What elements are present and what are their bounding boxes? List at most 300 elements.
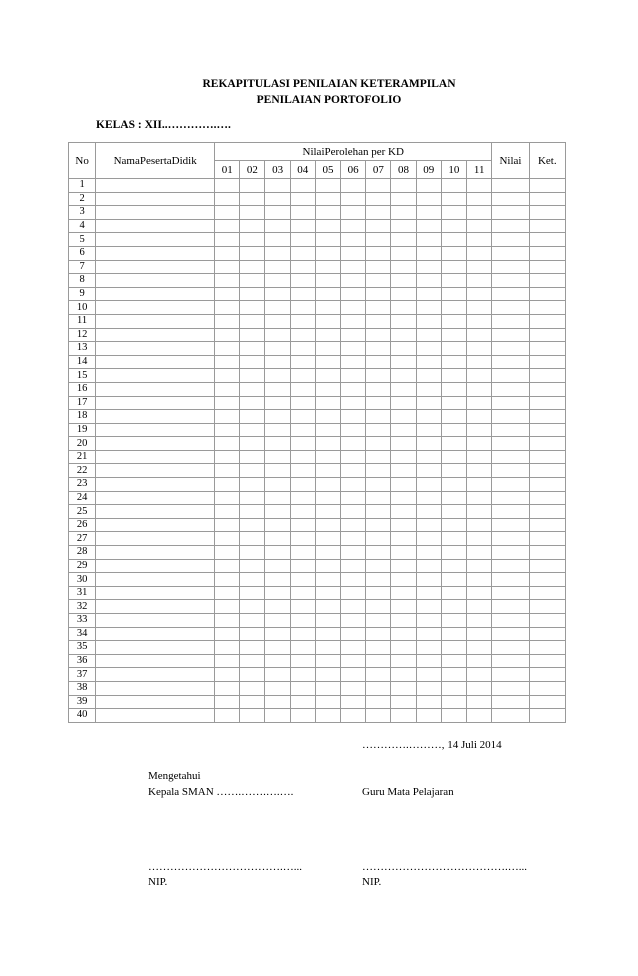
table-row xyxy=(69,695,566,709)
table-cell xyxy=(96,246,215,260)
table-cell xyxy=(441,246,466,260)
table-cell xyxy=(96,464,215,478)
table-cell xyxy=(315,559,340,573)
table-cell xyxy=(492,559,529,573)
table-cell xyxy=(492,219,529,233)
table-cell xyxy=(366,627,391,641)
table-cell xyxy=(315,206,340,220)
nip-left: NIP. xyxy=(148,876,168,888)
table-cell xyxy=(265,573,290,587)
table-cell xyxy=(240,600,265,614)
row-number: 36 xyxy=(69,654,96,668)
table-cell xyxy=(441,355,466,369)
table-cell xyxy=(391,627,416,641)
table-cell xyxy=(529,206,565,220)
table-cell xyxy=(240,328,265,342)
table-cell xyxy=(341,478,366,492)
table-cell xyxy=(290,627,315,641)
table-cell xyxy=(366,600,391,614)
table-cell xyxy=(366,464,391,478)
table-cell xyxy=(341,328,366,342)
table-cell xyxy=(265,328,290,342)
table-cell xyxy=(366,518,391,532)
table-cell xyxy=(265,600,290,614)
table-cell xyxy=(441,287,466,301)
table-row xyxy=(69,342,566,356)
table-cell xyxy=(529,478,565,492)
row-number: 35 xyxy=(69,641,96,655)
table-cell xyxy=(215,274,240,288)
table-cell xyxy=(441,450,466,464)
table-cell xyxy=(215,206,240,220)
table-cell xyxy=(492,396,529,410)
table-cell xyxy=(290,219,315,233)
table-cell xyxy=(441,681,466,695)
table-row xyxy=(69,627,566,641)
table-row xyxy=(69,369,566,383)
table-cell xyxy=(391,192,416,206)
table-cell xyxy=(466,192,491,206)
table-cell xyxy=(529,410,565,424)
table-cell xyxy=(529,328,565,342)
table-cell xyxy=(265,450,290,464)
table-cell xyxy=(466,287,491,301)
table-cell xyxy=(290,423,315,437)
table-cell xyxy=(366,423,391,437)
table-cell xyxy=(240,546,265,560)
table-cell xyxy=(215,491,240,505)
table-cell xyxy=(290,586,315,600)
table-cell xyxy=(416,314,441,328)
table-cell xyxy=(240,491,265,505)
table-cell xyxy=(215,709,240,723)
table-row xyxy=(69,206,566,220)
table-cell xyxy=(341,654,366,668)
table-cell xyxy=(315,260,340,274)
table-cell xyxy=(416,355,441,369)
table-cell xyxy=(366,396,391,410)
table-cell xyxy=(341,396,366,410)
table-cell xyxy=(315,382,340,396)
table-cell xyxy=(529,586,565,600)
table-cell xyxy=(240,260,265,274)
table-cell xyxy=(416,301,441,315)
row-number: 3 xyxy=(69,206,96,220)
row-number: 39 xyxy=(69,695,96,709)
table-cell xyxy=(466,695,491,709)
table-row xyxy=(69,491,566,505)
table-cell xyxy=(529,654,565,668)
table-cell xyxy=(341,559,366,573)
table-cell xyxy=(96,478,215,492)
table-cell xyxy=(240,410,265,424)
table-cell xyxy=(96,627,215,641)
table-cell xyxy=(416,396,441,410)
row-number: 31 xyxy=(69,586,96,600)
table-cell xyxy=(215,532,240,546)
table-cell xyxy=(466,654,491,668)
table-cell xyxy=(240,559,265,573)
table-cell xyxy=(466,573,491,587)
table-cell xyxy=(96,233,215,247)
table-cell xyxy=(265,668,290,682)
table-cell xyxy=(290,681,315,695)
row-number: 7 xyxy=(69,260,96,274)
table-cell xyxy=(290,668,315,682)
table-cell xyxy=(341,355,366,369)
table-cell xyxy=(366,614,391,628)
table-cell xyxy=(265,546,290,560)
table-row xyxy=(69,246,566,260)
row-number: 6 xyxy=(69,246,96,260)
table-cell xyxy=(315,573,340,587)
table-cell xyxy=(215,573,240,587)
table-row xyxy=(69,546,566,560)
table-cell xyxy=(96,437,215,451)
table-cell xyxy=(391,410,416,424)
table-cell xyxy=(416,423,441,437)
table-cell xyxy=(315,654,340,668)
table-cell xyxy=(315,246,340,260)
document-subtitle: PENILAIAN PORTOFOLIO xyxy=(256,94,402,106)
table-cell xyxy=(416,641,441,655)
table-cell xyxy=(341,491,366,505)
table-cell xyxy=(315,668,340,682)
table-cell xyxy=(341,219,366,233)
date-line: ………….………, 14 Juli 2014 xyxy=(362,739,502,751)
table-cell xyxy=(290,328,315,342)
table-cell xyxy=(240,709,265,723)
table-cell xyxy=(492,179,529,193)
table-cell xyxy=(96,654,215,668)
header-nama: NamaPesertaDidik xyxy=(96,143,215,179)
table-cell xyxy=(96,301,215,315)
row-number: 14 xyxy=(69,355,96,369)
table-cell xyxy=(315,233,340,247)
row-number: 13 xyxy=(69,342,96,356)
table-cell xyxy=(265,382,290,396)
table-cell xyxy=(466,614,491,628)
table-cell xyxy=(492,627,529,641)
table-cell xyxy=(391,654,416,668)
table-cell xyxy=(391,573,416,587)
table-cell xyxy=(265,491,290,505)
table-cell xyxy=(366,206,391,220)
table-cell xyxy=(466,546,491,560)
table-cell xyxy=(492,654,529,668)
row-number: 24 xyxy=(69,491,96,505)
table-cell xyxy=(441,369,466,383)
table-cell xyxy=(215,192,240,206)
table-row xyxy=(69,559,566,573)
table-cell xyxy=(391,382,416,396)
header-kd-10: 10 xyxy=(441,161,466,179)
table-cell xyxy=(366,192,391,206)
table-cell xyxy=(466,410,491,424)
table-cell xyxy=(96,355,215,369)
table-cell xyxy=(466,179,491,193)
table-cell xyxy=(529,600,565,614)
row-number: 38 xyxy=(69,681,96,695)
table-cell xyxy=(441,614,466,628)
table-cell xyxy=(215,586,240,600)
table-cell xyxy=(492,641,529,655)
table-cell xyxy=(366,695,391,709)
table-cell xyxy=(416,559,441,573)
table-cell xyxy=(96,396,215,410)
table-cell xyxy=(215,518,240,532)
table-cell xyxy=(240,355,265,369)
table-cell xyxy=(391,532,416,546)
table-cell xyxy=(315,709,340,723)
table-cell xyxy=(416,382,441,396)
table-cell xyxy=(441,586,466,600)
table-cell xyxy=(441,641,466,655)
table-cell xyxy=(492,246,529,260)
table-cell xyxy=(529,614,565,628)
table-cell xyxy=(240,301,265,315)
table-cell xyxy=(290,287,315,301)
table-cell xyxy=(441,314,466,328)
table-row xyxy=(69,654,566,668)
document-title: REKAPITULASI PENILAIAN KETERAMPILAN xyxy=(202,78,456,90)
table-cell xyxy=(416,206,441,220)
table-cell xyxy=(265,559,290,573)
table-cell xyxy=(96,450,215,464)
row-number: 29 xyxy=(69,559,96,573)
table-cell xyxy=(240,382,265,396)
table-cell xyxy=(215,355,240,369)
table-cell xyxy=(366,478,391,492)
table-cell xyxy=(96,206,215,220)
row-number: 15 xyxy=(69,369,96,383)
table-cell xyxy=(529,627,565,641)
table-cell xyxy=(265,260,290,274)
table-cell xyxy=(466,382,491,396)
table-cell xyxy=(290,546,315,560)
table-cell xyxy=(240,437,265,451)
table-row xyxy=(69,614,566,628)
table-cell xyxy=(529,641,565,655)
table-row xyxy=(69,464,566,478)
table-row xyxy=(69,681,566,695)
table-cell xyxy=(315,342,340,356)
kelas-label: KELAS : XII..………….…. xyxy=(96,119,231,131)
table-cell xyxy=(529,546,565,560)
table-cell xyxy=(529,450,565,464)
table-cell xyxy=(416,437,441,451)
table-row xyxy=(69,410,566,424)
table-cell xyxy=(290,301,315,315)
table-cell xyxy=(441,600,466,614)
table-cell xyxy=(341,600,366,614)
table-cell xyxy=(315,532,340,546)
table-cell xyxy=(290,355,315,369)
table-cell xyxy=(215,478,240,492)
table-cell xyxy=(391,396,416,410)
table-cell xyxy=(391,695,416,709)
table-cell xyxy=(366,559,391,573)
table-cell xyxy=(265,192,290,206)
table-cell xyxy=(341,641,366,655)
table-cell xyxy=(529,518,565,532)
table-cell xyxy=(529,382,565,396)
header-ket: Ket. xyxy=(529,143,565,179)
table-cell xyxy=(315,627,340,641)
row-number: 22 xyxy=(69,464,96,478)
table-cell xyxy=(240,369,265,383)
table-cell xyxy=(466,246,491,260)
row-number: 40 xyxy=(69,709,96,723)
table-cell xyxy=(96,314,215,328)
table-cell xyxy=(215,382,240,396)
table-cell xyxy=(240,192,265,206)
table-cell xyxy=(466,681,491,695)
table-cell xyxy=(416,681,441,695)
table-cell xyxy=(416,233,441,247)
table-cell xyxy=(466,423,491,437)
row-number: 12 xyxy=(69,328,96,342)
table-cell xyxy=(341,437,366,451)
header-kd-09: 09 xyxy=(416,161,441,179)
table-cell xyxy=(290,464,315,478)
header-kd-04: 04 xyxy=(290,161,315,179)
table-cell xyxy=(466,532,491,546)
table-cell xyxy=(96,668,215,682)
table-cell xyxy=(341,709,366,723)
table-cell xyxy=(391,709,416,723)
table-cell xyxy=(315,586,340,600)
table-cell xyxy=(265,355,290,369)
table-cell xyxy=(265,681,290,695)
table-cell xyxy=(240,219,265,233)
table-cell xyxy=(416,287,441,301)
table-cell xyxy=(441,532,466,546)
table-cell xyxy=(240,614,265,628)
table-cell xyxy=(240,573,265,587)
table-cell xyxy=(466,328,491,342)
table-cell xyxy=(416,573,441,587)
table-cell xyxy=(391,464,416,478)
table-cell xyxy=(240,654,265,668)
table-cell xyxy=(441,559,466,573)
table-cell xyxy=(391,450,416,464)
table-cell xyxy=(341,423,366,437)
table-cell xyxy=(341,410,366,424)
table-cell xyxy=(529,423,565,437)
table-cell xyxy=(265,369,290,383)
table-cell xyxy=(315,505,340,519)
table-cell xyxy=(366,382,391,396)
table-cell xyxy=(466,274,491,288)
table-cell xyxy=(315,219,340,233)
table-cell xyxy=(529,668,565,682)
table-cell xyxy=(466,355,491,369)
table-cell xyxy=(466,505,491,519)
table-cell xyxy=(441,423,466,437)
table-cell xyxy=(290,246,315,260)
table-cell xyxy=(315,287,340,301)
table-cell xyxy=(290,559,315,573)
table-cell xyxy=(96,260,215,274)
table-cell xyxy=(391,287,416,301)
table-cell xyxy=(315,518,340,532)
row-number: 9 xyxy=(69,287,96,301)
header-kd-01: 01 xyxy=(215,161,240,179)
table-cell xyxy=(466,464,491,478)
row-number: 26 xyxy=(69,518,96,532)
table-cell xyxy=(416,179,441,193)
table-cell xyxy=(366,437,391,451)
table-cell xyxy=(441,219,466,233)
table-cell xyxy=(366,654,391,668)
table-cell xyxy=(290,437,315,451)
table-cell xyxy=(290,410,315,424)
table-cell xyxy=(492,668,529,682)
table-cell xyxy=(391,586,416,600)
table-cell xyxy=(96,695,215,709)
table-cell xyxy=(529,287,565,301)
header-kd-06: 06 xyxy=(341,161,366,179)
table-cell xyxy=(366,260,391,274)
table-cell xyxy=(416,274,441,288)
table-cell xyxy=(290,206,315,220)
table-cell xyxy=(466,491,491,505)
table-cell xyxy=(441,437,466,451)
table-row xyxy=(69,219,566,233)
table-cell xyxy=(366,246,391,260)
table-cell xyxy=(96,423,215,437)
table-cell xyxy=(492,600,529,614)
table-cell xyxy=(240,586,265,600)
header-kd-05: 05 xyxy=(315,161,340,179)
header-no: No xyxy=(69,143,96,179)
assessment-table xyxy=(68,142,566,723)
table-cell xyxy=(416,709,441,723)
table-cell xyxy=(529,491,565,505)
table-cell xyxy=(96,410,215,424)
table-cell xyxy=(341,301,366,315)
row-number: 1 xyxy=(69,179,96,193)
table-cell xyxy=(215,233,240,247)
table-cell xyxy=(529,695,565,709)
table-cell xyxy=(290,274,315,288)
table-cell xyxy=(290,600,315,614)
table-cell xyxy=(240,287,265,301)
table-cell xyxy=(529,355,565,369)
table-cell xyxy=(341,287,366,301)
table-cell xyxy=(341,668,366,682)
table-cell xyxy=(341,695,366,709)
table-cell xyxy=(416,532,441,546)
table-cell xyxy=(441,654,466,668)
table-row xyxy=(69,518,566,532)
table-cell xyxy=(240,246,265,260)
table-cell xyxy=(441,518,466,532)
table-cell xyxy=(240,627,265,641)
table-cell xyxy=(290,450,315,464)
table-cell xyxy=(416,695,441,709)
table-cell xyxy=(341,382,366,396)
table-cell xyxy=(240,274,265,288)
table-cell xyxy=(441,179,466,193)
table-cell xyxy=(215,641,240,655)
table-cell xyxy=(529,437,565,451)
table-cell xyxy=(416,600,441,614)
table-cell xyxy=(492,695,529,709)
table-cell xyxy=(416,260,441,274)
table-row xyxy=(69,709,566,723)
